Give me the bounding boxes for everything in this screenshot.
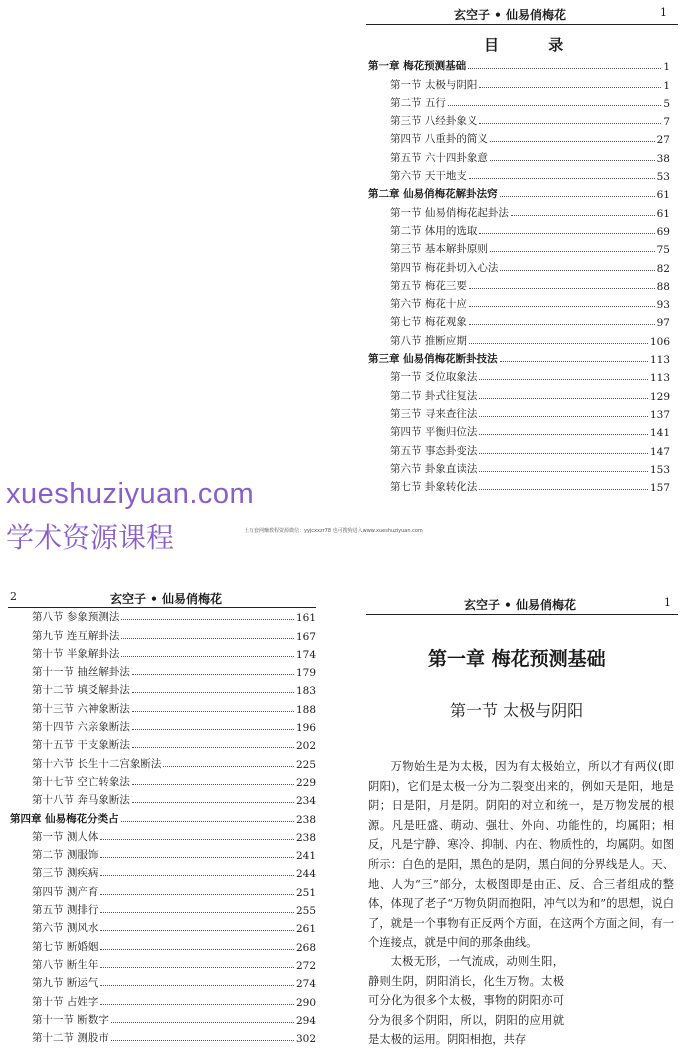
toc-entry-label: 第四章 仙易梅花分类占 — [10, 812, 119, 825]
toc-section-entry — [368, 110, 670, 128]
toc-leader-dots — [468, 68, 661, 69]
watermark-site: xueshuziyuan.com — [6, 478, 255, 510]
toc-leader-dots — [469, 288, 655, 289]
toc-leader-dots — [100, 985, 294, 986]
toc-entry-page: 244 — [295, 868, 316, 881]
toc-entry-page: 27 — [656, 134, 670, 147]
toc-section-entry — [368, 384, 670, 402]
toc-entry-page: 97 — [656, 317, 670, 330]
toc-entry-label: 第七节 断婚姻 — [32, 940, 99, 953]
toc-section-entry — [368, 403, 670, 421]
toc-entry-page: 1 — [663, 61, 670, 74]
toc-entry-page: 290 — [295, 996, 316, 1009]
toc-section-entry — [10, 880, 316, 898]
toc-entry-page: 38 — [656, 152, 670, 165]
toc-entry-page: 261 — [295, 923, 316, 936]
toc-entry-page: 225 — [295, 758, 316, 771]
toc-leader-dots — [479, 489, 648, 490]
toc-entry-label: 第一节 仙易俏梅花起卦法 — [390, 206, 509, 219]
toc-section-entry — [368, 366, 670, 384]
toc-entry-label: 第四节 梅花卦切入心法 — [390, 261, 499, 274]
toc-section-entry — [10, 844, 316, 862]
toc-section-entry — [368, 146, 670, 164]
toc-entry-page: 61 — [656, 189, 670, 202]
header-rule — [366, 614, 678, 615]
toc-section-entry — [10, 643, 316, 661]
toc-entry-label: 第十三节 六神象断法 — [32, 702, 130, 715]
toc-page-2 — [0, 582, 322, 1046]
toc-section-entry — [368, 421, 670, 439]
toc-entry-page: 183 — [295, 685, 316, 698]
toc-section-entry — [10, 1027, 316, 1045]
toc-leader-dots — [111, 1040, 294, 1041]
toc-entry-page: 75 — [656, 244, 670, 257]
toc-entry-page: 202 — [295, 740, 316, 753]
toc-entry-label: 第十四节 六亲象断法 — [32, 721, 130, 734]
toc-leader-dots — [100, 875, 294, 876]
toc-leader-dots — [111, 1022, 294, 1023]
toc-entry-label: 第十节 半象解卦法 — [32, 647, 120, 660]
toc-leader-dots — [100, 967, 294, 968]
toc-leader-dots — [469, 343, 648, 344]
toc-section-entry — [368, 165, 670, 183]
toc-leader-dots — [100, 857, 294, 858]
toc-leader-dots — [479, 471, 648, 472]
toc-leader-dots — [479, 398, 648, 399]
toc-section-entry — [10, 954, 316, 972]
watermark-name: 学术资源课程 — [6, 521, 175, 554]
toc-section-entry — [10, 935, 316, 953]
toc-leader-dots — [479, 87, 661, 88]
running-header: 玄空子 • 仙易俏梅花 — [454, 8, 567, 22]
toc-page-1 — [364, 0, 685, 495]
toc-entry-label: 第十一节 断数字 — [32, 1013, 109, 1026]
toc-entry-label: 第十二节 测股市 — [32, 1032, 109, 1045]
toc-entry-page: 238 — [295, 831, 316, 844]
toc-leader-dots — [469, 178, 655, 179]
toc-entry-page: 137 — [649, 408, 670, 421]
toc-leader-dots — [511, 215, 655, 216]
toc-entry-page: 238 — [295, 813, 316, 826]
toc-section-entry — [368, 128, 670, 146]
toc-entry-page: 255 — [295, 905, 316, 918]
toc-entry-label: 第九节 断运气 — [32, 977, 99, 990]
toc-entry-page: 234 — [295, 795, 316, 808]
toc-section-entry — [368, 293, 670, 311]
toc-section-entry — [10, 972, 316, 990]
toc-leader-dots — [469, 306, 655, 307]
toc-entry-label: 第八节 断生年 — [32, 958, 99, 971]
toc-section-entry — [368, 238, 670, 256]
toc-entry-page: 88 — [656, 280, 670, 293]
toc-leader-dots — [100, 1004, 294, 1005]
toc-leader-dots — [100, 894, 294, 895]
toc-entry-page: 302 — [295, 1033, 316, 1046]
running-header: 玄空子 • 仙易俏梅花 — [110, 592, 223, 606]
toc-leader-dots — [100, 839, 294, 840]
toc-entry-label: 第二节 卦式往复法 — [390, 389, 478, 402]
toc-leader-dots — [132, 674, 294, 675]
toc-entry-page: 272 — [295, 959, 316, 972]
toc-leader-dots — [479, 379, 648, 380]
toc-leader-dots — [490, 141, 655, 142]
toc-entry-page: 141 — [649, 427, 670, 440]
toc-entry-label: 第五节 梅花三要 — [390, 279, 467, 292]
toc-entry-label: 第七节 卦象转化法 — [390, 481, 478, 494]
toc-entry-label: 第九节 连互解卦法 — [32, 629, 120, 642]
toc-entry-label: 第六节 梅花十应 — [390, 298, 467, 311]
toc-entry-page: 153 — [649, 463, 670, 476]
toc-entry-label: 第四节 八重卦的简义 — [390, 133, 488, 146]
toc-title: 目 录 — [484, 36, 586, 54]
page-number: 1 — [664, 596, 671, 609]
toc-leader-dots — [479, 123, 661, 124]
toc-entry-label: 第十六节 长生十二宫象断法 — [32, 757, 162, 770]
toc-section-entry — [10, 990, 316, 1008]
toc-leader-dots — [500, 270, 654, 271]
toc-entry-label: 第三章 仙易俏梅花断卦技法 — [368, 353, 498, 366]
toc-leader-dots — [121, 638, 294, 639]
toc-section-entry — [10, 789, 316, 807]
page-number: 1 — [660, 6, 667, 19]
toc-section-entry — [368, 201, 670, 219]
toc-section-entry — [10, 862, 316, 880]
running-header: 玄空子 • 仙易俏梅花 — [464, 598, 577, 612]
toc-leader-dots — [490, 160, 655, 161]
section-title: 第一节 太极与阴阳 — [450, 701, 584, 720]
toc-entry-label: 第十一节 抽丝解卦法 — [32, 666, 130, 679]
toc-entry-label: 第四节 平衡归位法 — [390, 426, 478, 439]
toc-entry-page: 61 — [656, 207, 670, 220]
toc-entry-label: 第一章 梅花预测基础 — [368, 60, 467, 73]
toc-section-entry — [368, 256, 670, 274]
toc-chapter-entry — [10, 807, 316, 825]
toc-section-entry — [10, 899, 316, 917]
toc-section-entry — [10, 606, 316, 624]
toc-section-entry — [368, 73, 670, 91]
toc-entry-label: 第二章 仙易俏梅花解卦法窍 — [368, 188, 498, 201]
toc-leader-dots — [132, 802, 294, 803]
toc-section-entry — [10, 716, 316, 734]
toc-entry-label: 第三节 测疾病 — [32, 867, 99, 880]
toc-entry-label: 第十节 占姓字 — [32, 995, 99, 1008]
toc-leader-dots — [132, 692, 294, 693]
toc-entry-label: 第十二节 填爻解卦法 — [32, 684, 130, 697]
toc-section-entry — [368, 311, 670, 329]
toc-entry-label: 第十五节 干支象断法 — [32, 739, 130, 752]
toc-entry-page: 229 — [295, 776, 316, 789]
toc-section-entry — [368, 458, 670, 476]
toc-section-entry — [10, 661, 316, 679]
toc-entry-label: 第三节 八经卦象义 — [390, 115, 478, 128]
toc-section-entry — [368, 275, 670, 293]
toc-section-entry — [368, 329, 670, 347]
toc-leader-dots — [500, 361, 648, 362]
toc-entry-label: 第二节 测服饰 — [32, 849, 99, 862]
toc-entry-label: 第十七节 空亡转象法 — [32, 775, 130, 788]
toc-leader-dots — [479, 233, 654, 234]
toc-entry-label: 第六节 天干地支 — [390, 170, 467, 183]
toc-entry-page: 157 — [649, 482, 670, 495]
toc-section-entry — [10, 917, 316, 935]
toc-entry-page: 174 — [295, 648, 316, 661]
toc-leader-dots — [479, 453, 648, 454]
toc-entry-page: 106 — [649, 335, 670, 348]
toc-leader-dots — [500, 196, 655, 197]
toc-entry-label: 第七节 梅花观象 — [390, 316, 467, 329]
toc-entry-label: 第四节 测产育 — [32, 885, 99, 898]
toc-entry-label: 第六节 卦象直读法 — [390, 462, 478, 475]
toc-leader-dots — [100, 912, 294, 913]
toc-leader-dots — [100, 949, 294, 950]
toc-entry-page: 113 — [649, 354, 670, 367]
toc-entry-page: 167 — [295, 630, 316, 643]
toc-entry-label: 第五节 六十四卦象意 — [390, 151, 488, 164]
toc-leader-dots — [121, 656, 294, 657]
toc-section-entry — [10, 624, 316, 642]
header-rule — [366, 24, 678, 25]
toc-leader-dots — [121, 619, 294, 620]
toc-entry-page: 113 — [649, 372, 670, 385]
toc-entry-label: 第二节 体用的选取 — [390, 224, 478, 237]
toc-section-entry — [368, 92, 670, 110]
toc-section-entry — [10, 697, 316, 715]
toc-leader-dots — [479, 434, 648, 435]
toc-entry-page: 241 — [295, 850, 316, 863]
toc-entry-page: 1 — [663, 79, 670, 92]
toc-entry-label: 第一节 爻位取象法 — [390, 371, 478, 384]
toc-entry-page: 147 — [649, 445, 670, 458]
toc-chapter-entry — [368, 348, 670, 366]
toc-leader-dots — [132, 747, 294, 748]
toc-entry-label: 第五节 测排行 — [32, 904, 99, 917]
toc-entry-label: 第五节 事态卦变法 — [390, 444, 478, 457]
chapter-title: 第一章 梅花预测基础 — [428, 648, 606, 670]
toc-entry-label: 第八节 参象预测法 — [32, 611, 120, 624]
toc-chapter-entry — [368, 55, 670, 73]
toc-entry-page: 161 — [295, 612, 316, 625]
toc-entry-page: 294 — [295, 1014, 316, 1027]
toc-entry-label: 第十八节 奔马象断法 — [32, 794, 130, 807]
toc-leader-dots — [100, 930, 294, 931]
toc-entry-page: 251 — [295, 886, 316, 899]
toc-entry-page: 179 — [295, 667, 316, 680]
chapter-page — [366, 582, 685, 1047]
toc-entry-label: 第三节 基本解卦原则 — [390, 243, 488, 256]
middle-note: 上万套网赚教程资源微信：yyjcxxzr78 也可搜狗进入www.xueshuziyuan.com — [244, 528, 423, 534]
toc-leader-dots — [132, 784, 294, 785]
toc-section-entry — [10, 771, 316, 789]
toc-section-entry — [10, 1009, 316, 1027]
toc-entry-page: 129 — [649, 390, 670, 403]
toc-entry-page: 196 — [295, 722, 316, 735]
toc-entry-page: 188 — [295, 703, 316, 716]
toc-leader-dots — [121, 821, 294, 822]
toc-leader-dots — [490, 251, 655, 252]
toc-entry-label: 第八节 推断应期 — [390, 334, 467, 347]
toc-section-entry — [10, 679, 316, 697]
toc-section-entry — [10, 734, 316, 752]
toc-chapter-entry — [368, 183, 670, 201]
toc-section-entry — [10, 826, 316, 844]
toc-entry-page: 53 — [656, 171, 670, 184]
toc-section-entry — [368, 220, 670, 238]
toc-entry-page: 274 — [295, 978, 316, 991]
toc-entry-page: 268 — [295, 941, 316, 954]
toc-entry-page: 69 — [656, 225, 670, 238]
toc-leader-dots — [448, 105, 661, 106]
toc-leader-dots — [163, 766, 294, 767]
toc-entry-page: 5 — [663, 97, 670, 110]
toc-list — [368, 55, 670, 494]
toc-list — [10, 606, 316, 1045]
toc-leader-dots — [132, 711, 294, 712]
toc-entry-label: 第二节 五行 — [390, 96, 446, 109]
toc-entry-label: 第一节 太极与阴阳 — [390, 78, 478, 91]
toc-leader-dots — [479, 416, 648, 417]
body-paragraph: 太极无形，一气流成，动则生阳，静则生阴，阴阳消长，化生万物。太极可分化为很多个太极，事物的阴阳亦可分为很多个阴阳，所以，阴阳的应用就是太极的运用。阴阳相抱，共存 — [368, 955, 564, 1047]
page-number: 2 — [10, 590, 17, 603]
toc-section-entry — [368, 476, 670, 494]
toc-leader-dots — [132, 729, 294, 730]
toc-section-entry — [10, 752, 316, 770]
body-paragraph: 万物始生是为太极，因为有太极始立，所以才有两仪(即阴阳)，它们是太极一分为二裂变出来的，例如天是阳，地是阴；日是阳，月是阴。阴阳的对立和统一，是万物发展的根源。凡是旺盛、萌动、强壮、外向、功能性的，均属阳；相反，凡是宁静、寒冷、抑制、内在、物质性的，均属阴。如图所示：白色的是阳，黑色的是阴，黑白间的分界线是人。天、地、人为“三”部分，太极图即是由正、反、合三者组成的整体，体现了老子“万物负阴而抱阳，冲气以为和”的思想，说白了，就是一个事物有正反两个方面，在这两个方面之间，有一个连接点，就是中间的那条曲线。 — [368, 760, 674, 950]
toc-entry-page: 82 — [656, 262, 670, 275]
toc-leader-dots — [469, 324, 655, 325]
toc-entry-label: 第一节 测人体 — [32, 830, 99, 843]
toc-entry-label: 第三节 寻来查往法 — [390, 407, 478, 420]
toc-entry-label: 第六节 测风水 — [32, 922, 99, 935]
toc-entry-page: 93 — [656, 299, 670, 312]
toc-entry-page: 7 — [663, 116, 670, 129]
toc-section-entry — [368, 439, 670, 457]
